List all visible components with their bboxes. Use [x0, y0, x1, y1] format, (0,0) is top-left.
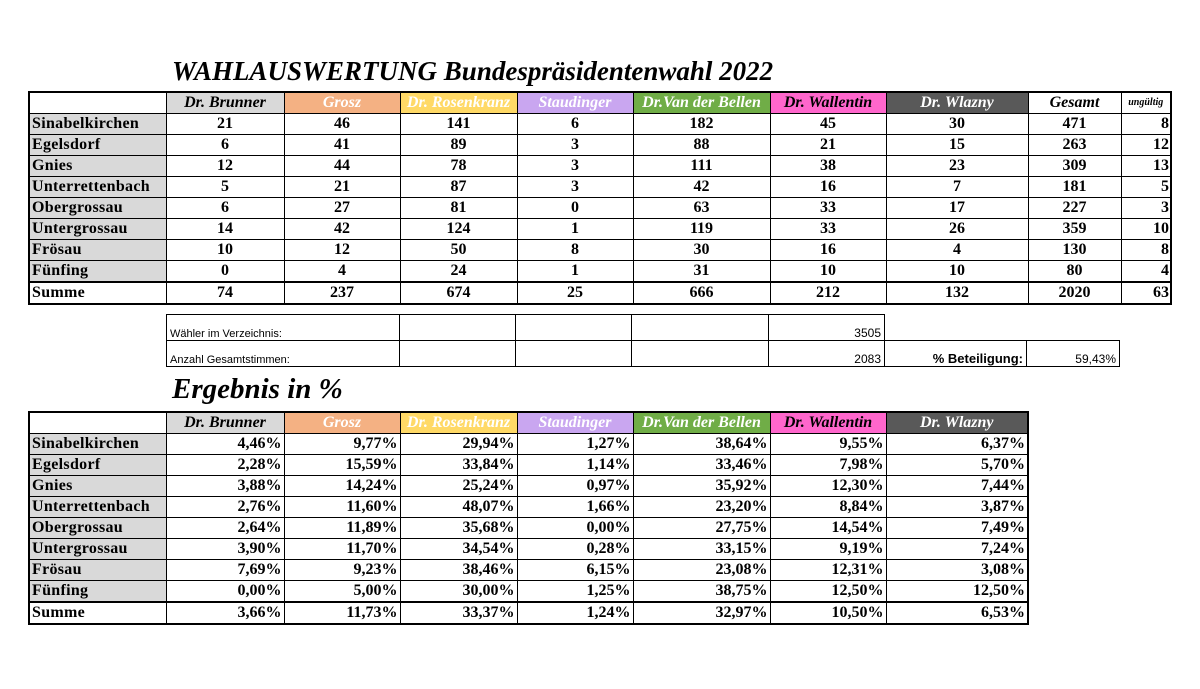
vote-cell: 6	[166, 135, 284, 156]
vote-cell: 33	[770, 219, 886, 240]
row-label: Obergrossau	[29, 198, 166, 219]
row-label: Gnies	[29, 476, 166, 497]
sum-percent-cell: 11,73%	[284, 602, 400, 624]
table-row	[29, 539, 1028, 560]
table-row	[29, 518, 1028, 539]
vote-cell: 8	[517, 240, 633, 261]
header-vanderbellen: Dr.Van der Bellen	[633, 412, 770, 434]
percent-cell: 38,75%	[633, 581, 770, 603]
vote-cell: 182	[633, 114, 770, 135]
sum-percent-cell: 1,24%	[517, 602, 633, 624]
total-cell: 80	[1028, 261, 1121, 283]
percent-cell: 5,00%	[284, 581, 400, 603]
vote-cell: 88	[633, 135, 770, 156]
row-label: Untergrossau	[29, 219, 166, 240]
vote-cell: 3	[517, 135, 633, 156]
percent-cell: 4,46%	[166, 434, 284, 455]
vote-cell: 3	[517, 156, 633, 177]
percent-cell: 0,97%	[517, 476, 633, 497]
invalid-cell: 8	[1121, 240, 1171, 261]
turnout-label: % Beteiligung:	[885, 341, 1027, 367]
header-wallentin: Dr. Wallentin	[770, 92, 886, 114]
row-label: Egelsdorf	[29, 455, 166, 476]
votes-table	[28, 91, 1172, 305]
percent-cell: 1,14%	[517, 455, 633, 476]
table-row	[29, 434, 1028, 455]
total-votes-label: Anzahl Gesamtstimmen:	[167, 341, 400, 367]
vote-cell: 10	[770, 261, 886, 283]
header-ungueltig: ungültig	[1121, 92, 1171, 114]
percent-cell: 34,54%	[400, 539, 517, 560]
sum-vote-cell: 666	[633, 282, 770, 304]
table-row	[29, 581, 1028, 603]
percent-cell: 14,24%	[284, 476, 400, 497]
vote-cell: 1	[517, 219, 633, 240]
vote-cell: 4	[886, 240, 1028, 261]
percent-cell: 3,88%	[166, 476, 284, 497]
percent-cell: 2,64%	[166, 518, 284, 539]
header-grosz: Grosz	[284, 412, 400, 434]
vote-cell: 6	[166, 198, 284, 219]
vote-cell: 31	[633, 261, 770, 283]
vote-cell: 46	[284, 114, 400, 135]
header-staudinger: Staudinger	[517, 92, 633, 114]
percent-cell: 12,50%	[886, 581, 1028, 603]
vote-cell: 50	[400, 240, 517, 261]
sum-total-cell: 2020	[1028, 282, 1121, 304]
percent-cell: 14,54%	[770, 518, 886, 539]
percent-cell: 9,55%	[770, 434, 886, 455]
vote-cell: 6	[517, 114, 633, 135]
voters-label: Wähler im Verzeichnis:	[167, 315, 400, 341]
percent-cell: 9,23%	[284, 560, 400, 581]
table-row	[29, 114, 1171, 135]
total-cell: 359	[1028, 219, 1121, 240]
percent-cell: 2,28%	[166, 455, 284, 476]
header-gesamt: Gesamt	[1028, 92, 1121, 114]
percent-cell: 12,30%	[770, 476, 886, 497]
percent-cell: 35,68%	[400, 518, 517, 539]
row-label: Obergrossau	[29, 518, 166, 539]
row-label: Fünfing	[29, 261, 166, 283]
percent-cell: 7,98%	[770, 455, 886, 476]
total-cell: 130	[1028, 240, 1121, 261]
percent-cell: 7,69%	[166, 560, 284, 581]
vote-cell: 45	[770, 114, 886, 135]
vote-cell: 26	[886, 219, 1028, 240]
sum-invalid-cell: 63	[1121, 282, 1171, 304]
invalid-cell: 12	[1121, 135, 1171, 156]
row-label: Frösau	[29, 560, 166, 581]
sum-vote-cell: 132	[886, 282, 1028, 304]
invalid-cell: 10	[1121, 219, 1171, 240]
corner-cell	[29, 92, 166, 114]
corner-cell	[29, 412, 166, 434]
sum-vote-cell: 212	[770, 282, 886, 304]
vote-cell: 10	[886, 261, 1028, 283]
vote-cell: 5	[166, 177, 284, 198]
percent-cell: 30,00%	[400, 581, 517, 603]
header-wallentin: Dr. Wallentin	[770, 412, 886, 434]
percent-cell: 3,87%	[886, 497, 1028, 518]
percent-cell: 23,20%	[633, 497, 770, 518]
invalid-cell: 4	[1121, 261, 1171, 283]
row-label: Gnies	[29, 156, 166, 177]
sum-percent-cell: 3,66%	[166, 602, 284, 624]
percent-cell: 38,64%	[633, 434, 770, 455]
vote-cell: 30	[633, 240, 770, 261]
vote-cell: 21	[770, 135, 886, 156]
percent-cell: 11,70%	[284, 539, 400, 560]
total-cell: 227	[1028, 198, 1121, 219]
percent-cell: 33,15%	[633, 539, 770, 560]
voters-value: 3505	[769, 315, 885, 341]
percent-cell: 38,46%	[400, 560, 517, 581]
header-brunner: Dr. Brunner	[166, 92, 284, 114]
table-row	[29, 476, 1028, 497]
percent-cell: 6,37%	[886, 434, 1028, 455]
table-row	[29, 135, 1171, 156]
percent-cell: 0,28%	[517, 539, 633, 560]
sum-row	[29, 282, 1171, 304]
sum-percent-cell: 32,97%	[633, 602, 770, 624]
vote-cell: 78	[400, 156, 517, 177]
vote-cell: 87	[400, 177, 517, 198]
vote-cell: 21	[166, 114, 284, 135]
table-row	[29, 455, 1028, 476]
vote-cell: 0	[166, 261, 284, 283]
vote-cell: 141	[400, 114, 517, 135]
header-brunner: Dr. Brunner	[166, 412, 284, 434]
table-row	[29, 177, 1171, 198]
invalid-cell: 13	[1121, 156, 1171, 177]
sum-vote-cell: 74	[166, 282, 284, 304]
vote-cell: 24	[400, 261, 517, 283]
percent-cell: 5,70%	[886, 455, 1028, 476]
percent-cell: 1,27%	[517, 434, 633, 455]
vote-cell: 89	[400, 135, 517, 156]
vote-cell: 4	[284, 261, 400, 283]
vote-cell: 1	[517, 261, 633, 283]
percent-cell: 8,84%	[770, 497, 886, 518]
row-label: Egelsdorf	[29, 135, 166, 156]
percent-cell: 1,25%	[517, 581, 633, 603]
sum-row	[29, 602, 1028, 624]
percent-cell: 12,50%	[770, 581, 886, 603]
row-label: Untergrossau	[29, 539, 166, 560]
vote-cell: 14	[166, 219, 284, 240]
total-cell: 263	[1028, 135, 1121, 156]
percent-cell: 11,60%	[284, 497, 400, 518]
percent-cell: 12,31%	[770, 560, 886, 581]
vote-cell: 63	[633, 198, 770, 219]
vote-cell: 119	[633, 219, 770, 240]
total-votes-value: 2083	[769, 341, 885, 367]
vote-cell: 124	[400, 219, 517, 240]
percent-cell: 3,08%	[886, 560, 1028, 581]
sum-label: Summe	[29, 282, 166, 304]
table-row	[29, 261, 1171, 283]
total-cell: 471	[1028, 114, 1121, 135]
page-title: WAHLAUSWERTUNG Bundespräsidentenwahl 2022	[172, 56, 774, 86]
header-vanderbellen: Dr.Van der Bellen	[633, 92, 770, 114]
sum-percent-cell: 33,37%	[400, 602, 517, 624]
percent-table	[28, 411, 1029, 625]
header-row	[29, 92, 1171, 114]
percent-cell: 15,59%	[284, 455, 400, 476]
row-label: Frösau	[29, 240, 166, 261]
row-label: Unterrettenbach	[29, 497, 166, 518]
percent-cell: 27,75%	[633, 518, 770, 539]
percent-cell: 48,07%	[400, 497, 517, 518]
sum-percent-cell: 10,50%	[770, 602, 886, 624]
percent-cell: 35,92%	[633, 476, 770, 497]
table-row	[29, 156, 1171, 177]
vote-cell: 16	[770, 240, 886, 261]
percent-cell: 7,49%	[886, 518, 1028, 539]
invalid-cell: 3	[1121, 198, 1171, 219]
turnout-value: 59,43%	[1027, 341, 1120, 367]
percent-cell: 7,44%	[886, 476, 1028, 497]
vote-cell: 10	[166, 240, 284, 261]
vote-cell: 33	[770, 198, 886, 219]
percent-cell: 11,89%	[284, 518, 400, 539]
percent-cell: 25,24%	[400, 476, 517, 497]
invalid-cell: 5	[1121, 177, 1171, 198]
total-cell: 309	[1028, 156, 1121, 177]
vote-cell: 15	[886, 135, 1028, 156]
row-label: Fünfing	[29, 581, 166, 603]
sum-vote-cell: 25	[517, 282, 633, 304]
percent-cell: 33,84%	[400, 455, 517, 476]
percent-cell: 0,00%	[166, 581, 284, 603]
percent-section-title: Ergebnis in %	[172, 373, 343, 405]
table-row	[29, 198, 1171, 219]
header-staudinger: Staudinger	[517, 412, 633, 434]
total-cell: 181	[1028, 177, 1121, 198]
table-row	[29, 219, 1171, 240]
percent-cell: 29,94%	[400, 434, 517, 455]
vote-cell: 7	[886, 177, 1028, 198]
sum-vote-cell: 237	[284, 282, 400, 304]
invalid-cell: 8	[1121, 114, 1171, 135]
vote-cell: 30	[886, 114, 1028, 135]
vote-cell: 21	[284, 177, 400, 198]
vote-cell: 38	[770, 156, 886, 177]
percent-cell: 1,66%	[517, 497, 633, 518]
vote-cell: 81	[400, 198, 517, 219]
vote-cell: 42	[633, 177, 770, 198]
vote-cell: 3	[517, 177, 633, 198]
header-row	[29, 412, 1028, 434]
row-label: Sinabelkirchen	[29, 434, 166, 455]
row-label: Sinabelkirchen	[29, 114, 166, 135]
vote-cell: 16	[770, 177, 886, 198]
percent-cell: 2,76%	[166, 497, 284, 518]
sum-vote-cell: 674	[400, 282, 517, 304]
percent-cell: 7,24%	[886, 539, 1028, 560]
percent-cell: 0,00%	[517, 518, 633, 539]
vote-cell: 17	[886, 198, 1028, 219]
vote-cell: 27	[284, 198, 400, 219]
vote-cell: 12	[166, 156, 284, 177]
percent-cell: 33,46%	[633, 455, 770, 476]
header-rosenkranz: Dr. Rosenkranz	[400, 92, 517, 114]
vote-cell: 41	[284, 135, 400, 156]
percent-cell: 3,90%	[166, 539, 284, 560]
vote-cell: 12	[284, 240, 400, 261]
table-row	[29, 560, 1028, 581]
sum-percent-cell: 6,53%	[886, 602, 1028, 624]
vote-cell: 23	[886, 156, 1028, 177]
header-wlazny: Dr. Wlazny	[886, 412, 1028, 434]
vote-cell: 111	[633, 156, 770, 177]
vote-cell: 42	[284, 219, 400, 240]
table-row	[29, 240, 1171, 261]
row-label: Unterrettenbach	[29, 177, 166, 198]
turnout-info-table	[166, 314, 1120, 367]
vote-cell: 44	[284, 156, 400, 177]
table-row	[29, 497, 1028, 518]
percent-cell: 23,08%	[633, 560, 770, 581]
percent-cell: 6,15%	[517, 560, 633, 581]
vote-cell: 0	[517, 198, 633, 219]
header-rosenkranz: Dr. Rosenkranz	[400, 412, 517, 434]
sum-label: Summe	[29, 602, 166, 624]
header-wlazny: Dr. Wlazny	[886, 92, 1028, 114]
percent-cell: 9,77%	[284, 434, 400, 455]
header-grosz: Grosz	[284, 92, 400, 114]
percent-cell: 9,19%	[770, 539, 886, 560]
